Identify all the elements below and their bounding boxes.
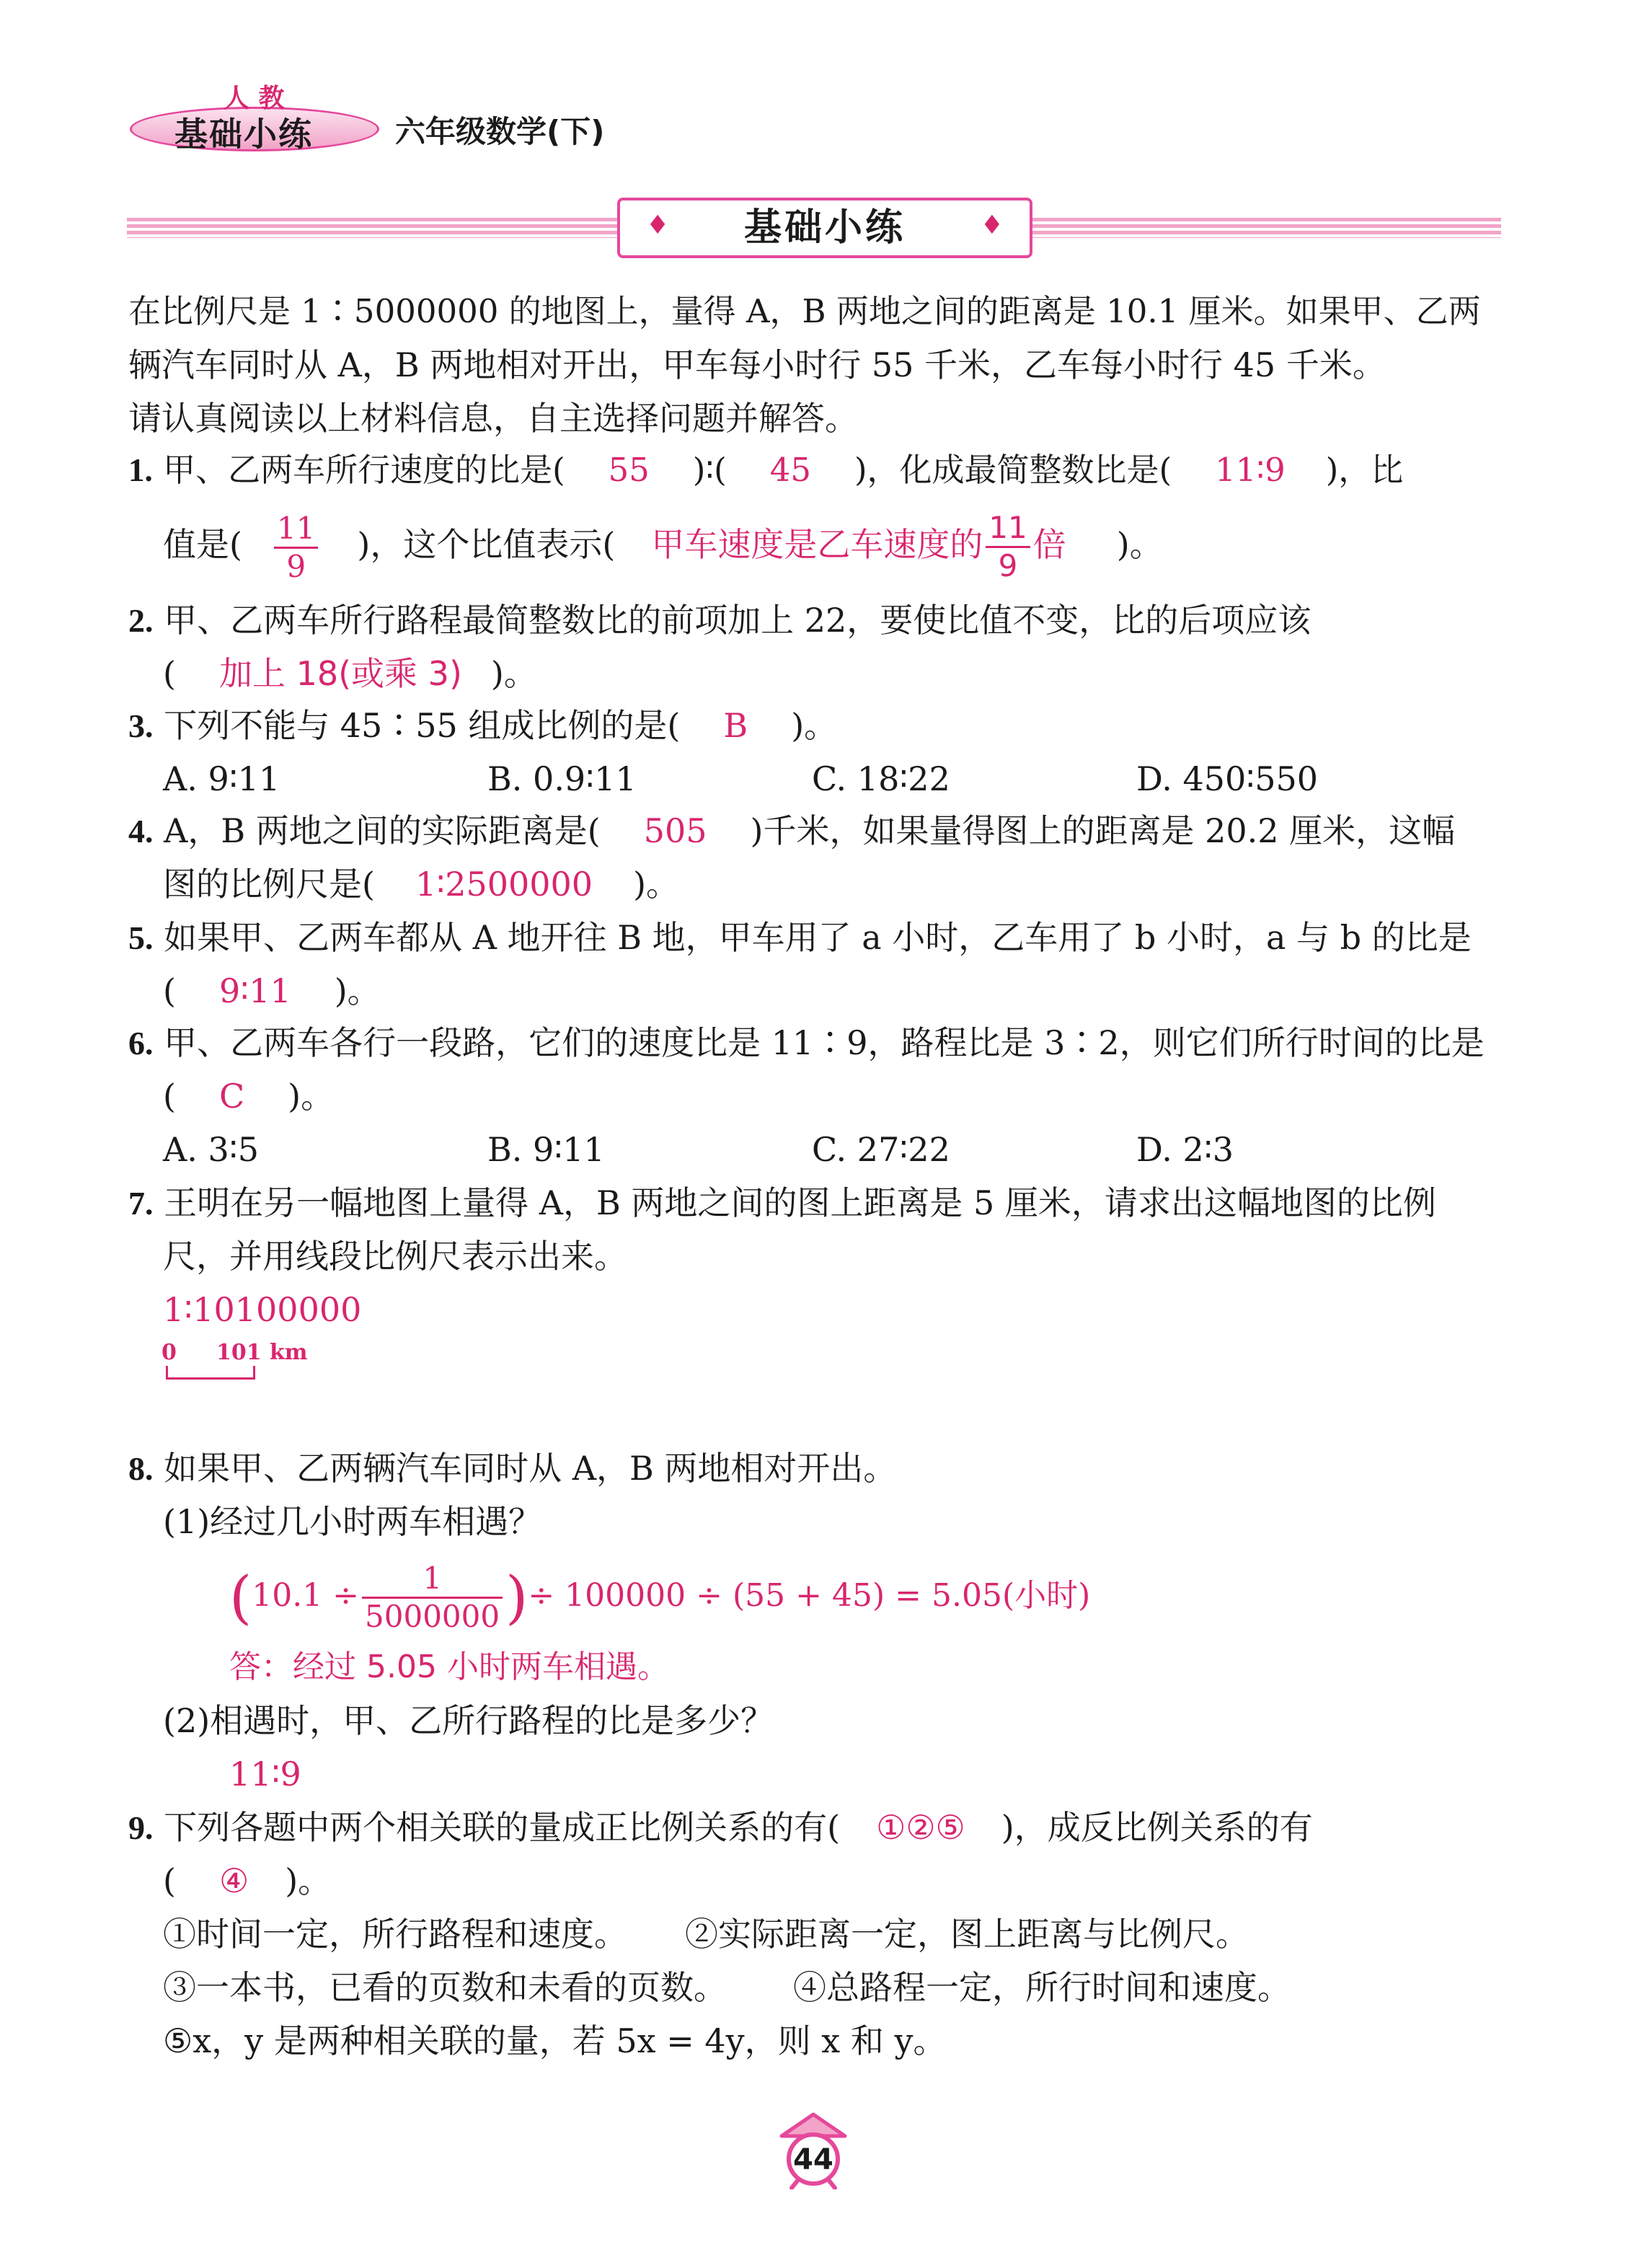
- header-logo: [130, 78, 375, 154]
- q8-number: 8.: [128, 1450, 154, 1487]
- q9-item-2: ②实际距离一定，图上距离与比例尺。: [685, 1915, 1249, 1954]
- scale-zero-label: 0: [162, 1340, 177, 1365]
- q2-line-2: ( 加上 18(或乘 3) )。: [163, 654, 537, 693]
- q8-sub1: (1)经过几小时两车相遇？: [163, 1502, 542, 1541]
- q4-number: 4.: [128, 813, 154, 850]
- q9-number: 9.: [128, 1809, 154, 1846]
- q1-answer-meaning: 甲车速度是乙车速度的 $\frac{11}{9}$ 倍: [651, 510, 1066, 583]
- q1-line-1: 1. 甲、乙两车所行速度的比是( 55 )∶( 45 )，化成最简整数比是( 11∶9 )，比: [128, 451, 1404, 489]
- q5-number: 5.: [128, 919, 154, 956]
- q1-answer-1: 55: [608, 451, 650, 489]
- q8-stem: 8. 如果甲、乙两辆汽车同时从 A，B 两地相对开出。: [128, 1449, 897, 1488]
- page-number: 44: [793, 2143, 833, 2176]
- q1-line-2: 值是( $\frac{11}{9}$ )，这个比值表示( 甲车速度是乙车速度的 $\frac{11}{9}$ 倍 )。: [163, 510, 1163, 584]
- scale-value-label: 101: [216, 1340, 262, 1365]
- q1-answer-fraction: $\frac{11}{9}$: [274, 513, 318, 582]
- q4-answer-1: 505: [643, 811, 707, 850]
- q3-stem: 3. 下列不能与 45∶55 组成比例的是( B )。: [128, 706, 838, 745]
- q2-answer: 加上 18(或乘 3): [218, 654, 462, 693]
- q9-line-1: 9. 下列各题中两个相关联的量成正比例关系的有( ①②⑤ )，成反比例关系的有: [128, 1808, 1313, 1847]
- q2-number: 2.: [128, 602, 154, 639]
- q8-answer-1: 答：经过 5.05 小时两车相遇。: [229, 1649, 669, 1685]
- section-title-box: [617, 198, 1032, 258]
- page-number-badge: [776, 2110, 851, 2189]
- q4-answer-2: 1∶2500000: [415, 865, 593, 904]
- q9-item-4: ④总路程一定，所行时间和速度。: [793, 1968, 1291, 2007]
- q8-sub2: (2)相遇时，甲、乙所行路程的比是多少？: [163, 1701, 774, 1740]
- q3-answer: B: [723, 706, 748, 745]
- q6-line-1: 6. 甲、乙两车各行一段路，它们的速度比是 11∶9，路程比是 3∶2，则它们所行时间的比是: [128, 1023, 1485, 1062]
- q3-option-a: A. 9∶11: [163, 759, 280, 798]
- section-title: 基础小练: [743, 206, 906, 250]
- banner-stripe-left: [127, 218, 617, 238]
- q8-calculation: (10.1 ÷ $\frac{1}{5000000}$ )÷ 100000 ÷ (55 + 45) = 5.05(小时): [229, 1561, 1091, 1634]
- publisher-tag: 人 教: [224, 84, 285, 113]
- q1-answer-3: 11∶9: [1215, 451, 1286, 489]
- q6-option-d: D. 2∶3: [1136, 1130, 1234, 1169]
- q6-option-c: C. 27∶22: [812, 1130, 950, 1169]
- q6-option-b: B. 9∶11: [487, 1130, 605, 1169]
- series-name: 基础小练: [174, 115, 313, 154]
- q7-scale-bar: [162, 1340, 335, 1383]
- q7-line-2: 尺，并用线段比例尺表示出来。: [163, 1237, 627, 1276]
- banner-stripe-right: [1032, 218, 1501, 238]
- q3-option-b: B. 0.9∶11: [487, 759, 637, 798]
- q6-option-a: A. 3∶5: [163, 1130, 259, 1169]
- diamond-icon: ♦: [646, 211, 670, 240]
- q7-line-1: 7. 王明在另一幅地图上量得 A，B 两地之间的图上距离是 5 厘米，请求出这幅地图的比例: [128, 1183, 1436, 1222]
- q9-answer-1: ①②⑤: [876, 1808, 965, 1847]
- intro-line-1: 在比例尺是 1∶5000000 的地图上，量得 A，B 两地之间的距离是 10.1 厘米。如果甲、乙两: [128, 292, 1481, 330]
- q3-number: 3.: [128, 707, 154, 744]
- q2-line-1: 2. 甲、乙两车所行路程最简整数比的前项加上 22，要使比值不变，比的后项应该: [128, 601, 1311, 640]
- q5-line-1: 5. 如果甲、乙两车都从 A 地开往 B 地，甲车用了 a 小时，乙车用了 b 小时，a 与 b 的比是: [128, 918, 1472, 957]
- q5-answer: 9∶11: [218, 971, 291, 1010]
- q3-option-c: C. 18∶22: [812, 759, 950, 798]
- q6-number: 6.: [128, 1025, 154, 1062]
- q4-line-1: 4. A，B 两地之间的实际距离是( 505 )千米，如果量得图上的距离是 20.2 厘米，这幅: [128, 811, 1456, 850]
- q6-line-2: ( C )。: [163, 1077, 335, 1116]
- q3-option-d: D. 450∶550: [1136, 759, 1319, 798]
- scale-segment: [166, 1366, 255, 1380]
- q9-item-1: ①时间一定，所行路程和速度。: [163, 1915, 627, 1954]
- q9-item-3: ③一本书，已看的页数和未看的页数。: [163, 1968, 727, 2007]
- q9-line-2: ( ④ )。: [163, 1861, 332, 1900]
- q7-answer: 1∶10100000: [163, 1290, 362, 1329]
- grade-subject: 六年级数学(下): [395, 114, 605, 149]
- scale-unit-label: km: [270, 1340, 308, 1365]
- intro-line-3: 请认真阅读以上材料信息，自主选择问题并解答。: [128, 399, 858, 438]
- q6-answer: C: [218, 1077, 245, 1116]
- q7-number: 7.: [128, 1185, 154, 1222]
- q1-number: 1.: [128, 452, 153, 488]
- q9-item-5: ⑤x，y 是两种相关联的量，若 5x = 4y，则 x 和 y。: [163, 2021, 947, 2060]
- q1-answer-2: 45: [769, 451, 811, 489]
- q9-answer-2: ④: [218, 1861, 249, 1900]
- q5-line-2: ( 9∶11 )。: [163, 971, 381, 1010]
- intro-line-2: 辆汽车同时从 A，B 两地相对开出，甲车每小时行 55 千米，乙车每小时行 45 千米。: [128, 345, 1386, 384]
- q4-line-2: 图的比例尺是( 1∶2500000 )。: [163, 865, 680, 904]
- q8-answer-2: 11∶9: [229, 1755, 301, 1793]
- diamond-icon: ♦: [980, 211, 1004, 240]
